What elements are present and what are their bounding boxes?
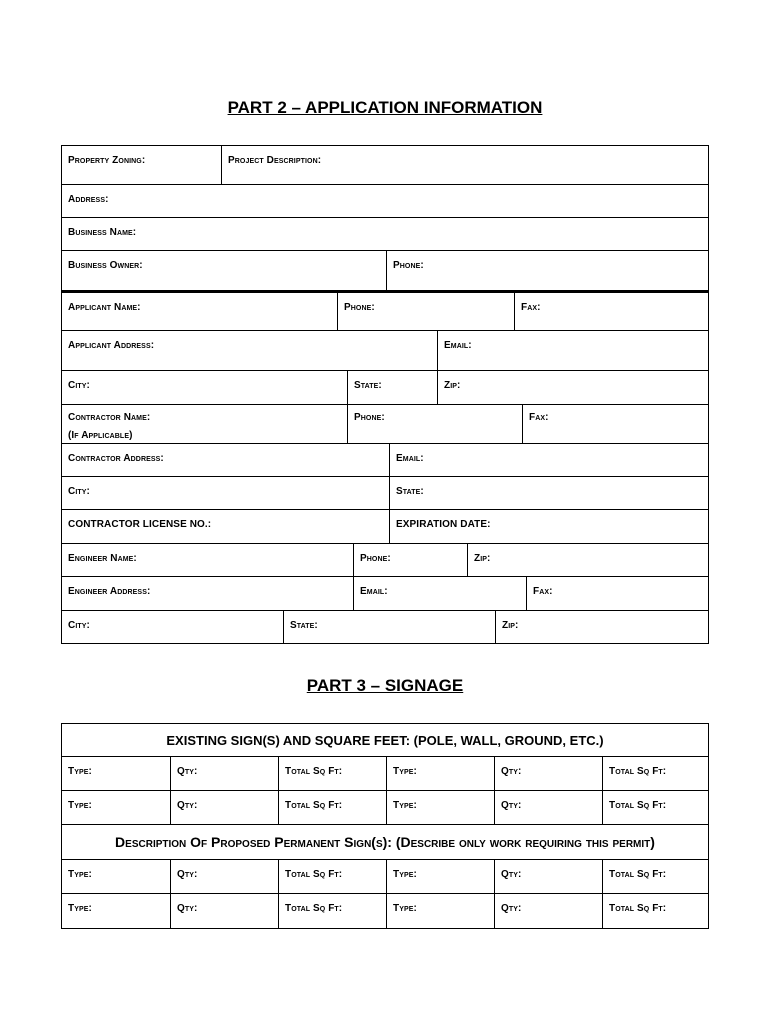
applicant-state-label: State:: [354, 380, 382, 391]
type-field[interactable]: [62, 757, 170, 790]
business-phone-field[interactable]: [386, 251, 708, 290]
address-label: Address:: [68, 194, 109, 205]
type-label: Type:: [393, 903, 417, 914]
applicant-zip-field[interactable]: [437, 371, 708, 404]
total-sqft-label: Total Sq Ft:: [285, 903, 343, 914]
qty-label: Qty:: [501, 869, 522, 880]
engineer-phone-field[interactable]: [353, 544, 467, 576]
type-label: Type:: [68, 766, 92, 777]
applicant-zip-label: Zip:: [444, 380, 461, 391]
type-label: Type:: [68, 869, 92, 880]
type-label: Type:: [68, 800, 92, 811]
engineer-address-label: Engineer Address:: [68, 586, 151, 597]
engineer-name-field[interactable]: [62, 544, 353, 576]
contractor-fax-label: Fax:: [529, 412, 549, 423]
proposed-signs-heading: Description Of Proposed Permanent Sign(s): (Describe only work requiring this permit): [115, 834, 655, 850]
total-sqft-label: Total Sq Ft:: [609, 766, 667, 777]
type-field[interactable]: [62, 791, 170, 824]
contractor-license-label: CONTRACTOR LICENSE NO.:: [68, 519, 212, 530]
proposed-signs-heading-row: [61, 825, 709, 860]
row-contractor-address: [61, 444, 709, 477]
qty-label: Qty:: [501, 800, 522, 811]
total-sqft-label: Total Sq Ft:: [609, 800, 667, 811]
contractor-city-field[interactable]: [62, 477, 389, 509]
type-label: Type:: [393, 766, 417, 777]
engineer-zip2-label: Zip:: [502, 620, 519, 631]
qty-label: Qty:: [177, 766, 198, 777]
engineer-address-field[interactable]: [62, 577, 353, 610]
part2-title-text: PART 2 – APPLICATION INFORMATION: [227, 98, 543, 117]
engineer-fax-field[interactable]: [526, 577, 708, 610]
applicant-city-field[interactable]: [62, 371, 347, 404]
expiration-date-label: EXPIRATION DATE:: [396, 519, 491, 530]
applicant-name-label: Applicant Name:: [68, 302, 141, 313]
contractor-if-applicable-label: (If Applicable): [68, 430, 133, 441]
total-sqft-field[interactable]: [602, 860, 708, 893]
type-field[interactable]: [386, 894, 494, 928]
address-field[interactable]: [62, 185, 708, 217]
engineer-phone-label: Phone:: [360, 553, 391, 564]
type-label: Type:: [393, 869, 417, 880]
qty-field[interactable]: [494, 894, 602, 928]
contractor-address-field[interactable]: [62, 444, 389, 476]
proposed-sign-row: [61, 860, 709, 894]
row-address: [61, 185, 709, 218]
row-contractor-name: [61, 405, 709, 444]
row-applicant-address: [61, 331, 709, 371]
engineer-city-label: City:: [68, 620, 90, 631]
total-sqft-field[interactable]: [602, 894, 708, 928]
applicant-email-field[interactable]: [437, 331, 708, 370]
type-field[interactable]: [62, 860, 170, 893]
business-name-label: Business Name:: [68, 227, 137, 238]
engineer-email-field[interactable]: [353, 577, 526, 610]
contractor-email-label: Email:: [396, 453, 424, 464]
total-sqft-field[interactable]: [278, 894, 386, 928]
engineer-email-label: Email:: [360, 586, 388, 597]
project-description-label: Project Description:: [228, 155, 322, 166]
qty-label: Qty:: [501, 766, 522, 777]
applicant-address-field[interactable]: [62, 331, 437, 370]
contractor-name-label: Contractor Name:: [68, 412, 151, 423]
existing-signs-heading: EXISTING SIGN(S) AND SQUARE FEET: (POLE, WALL, GROUND, ETC.): [166, 732, 604, 748]
applicant-fax-label: Fax:: [521, 302, 541, 313]
applicant-state-field[interactable]: [347, 371, 437, 404]
property-zoning-label: Property Zoning:: [68, 155, 146, 166]
business-owner-label: Business Owner:: [68, 260, 143, 271]
row-applicant-name: [61, 291, 709, 331]
row-engineer-address: [61, 577, 709, 611]
applicant-city-label: City:: [68, 380, 90, 391]
property-zoning-field[interactable]: [62, 146, 221, 184]
contractor-fax-field[interactable]: [522, 405, 708, 443]
existing-signs-heading-row: [61, 723, 709, 757]
contractor-state-label: State:: [396, 486, 424, 497]
total-sqft-field[interactable]: [602, 757, 708, 790]
engineer-zip2-field[interactable]: [495, 611, 708, 643]
qty-field[interactable]: [170, 791, 278, 824]
row-contractor-city: [61, 477, 709, 510]
expiration-date-field[interactable]: [389, 510, 708, 543]
applicant-email-label: Email:: [444, 340, 472, 351]
applicant-name-field[interactable]: [62, 293, 337, 330]
row-engineer-city: [61, 611, 709, 644]
engineer-city-field[interactable]: [62, 611, 283, 643]
total-sqft-field[interactable]: [602, 791, 708, 824]
existing-sign-row: [61, 791, 709, 825]
type-field[interactable]: [386, 757, 494, 790]
total-sqft-label: Total Sq Ft:: [609, 869, 667, 880]
engineer-name-label: Engineer Name:: [68, 553, 137, 564]
contractor-email-field[interactable]: [389, 444, 708, 476]
qty-field[interactable]: [494, 860, 602, 893]
part3-title-text: PART 3 – SIGNAGE: [306, 676, 464, 695]
contractor-city-label: City:: [68, 486, 90, 497]
engineer-zip-field[interactable]: [467, 544, 708, 576]
total-sqft-label: Total Sq Ft:: [609, 903, 667, 914]
row-engineer-name: [61, 544, 709, 577]
total-sqft-label: Total Sq Ft:: [285, 800, 343, 811]
business-phone-label: Phone:: [393, 260, 424, 271]
business-name-field[interactable]: [62, 218, 708, 250]
qty-label: Qty:: [501, 903, 522, 914]
qty-field[interactable]: [170, 860, 278, 893]
row-business-owner: [61, 251, 709, 291]
qty-label: Qty:: [177, 800, 198, 811]
total-sqft-field[interactable]: [278, 860, 386, 893]
engineer-zip-label: Zip:: [474, 553, 491, 564]
applicant-address-label: Applicant Address:: [68, 340, 155, 351]
row-applicant-city: [61, 371, 709, 405]
row-contractor-license: [61, 510, 709, 544]
engineer-fax-label: Fax:: [533, 586, 553, 597]
type-label: Type:: [68, 903, 92, 914]
contractor-license-field[interactable]: [62, 510, 389, 543]
engineer-state-label: State:: [290, 620, 318, 631]
applicant-phone-field[interactable]: [337, 293, 514, 330]
part3-title: [0, 676, 770, 696]
engineer-state-field[interactable]: [283, 611, 495, 643]
total-sqft-field[interactable]: [278, 791, 386, 824]
type-field[interactable]: [386, 860, 494, 893]
contractor-address-label: Contractor Address:: [68, 453, 164, 464]
qty-field[interactable]: [494, 757, 602, 790]
row-business-name: [61, 218, 709, 251]
part2-title: [0, 98, 770, 118]
qty-field[interactable]: [170, 757, 278, 790]
qty-label: Qty:: [177, 869, 198, 880]
type-label: Type:: [393, 800, 417, 811]
qty-field[interactable]: [170, 894, 278, 928]
qty-label: Qty:: [177, 903, 198, 914]
existing-sign-row: [61, 757, 709, 791]
application-info-table: [61, 145, 709, 644]
applicant-fax-field[interactable]: [514, 293, 708, 330]
project-description-field[interactable]: [221, 146, 708, 184]
type-field[interactable]: [62, 894, 170, 928]
qty-field[interactable]: [494, 791, 602, 824]
applicant-phone-label: Phone:: [344, 302, 375, 313]
contractor-name-field[interactable]: [62, 405, 347, 443]
proposed-sign-row: [61, 894, 709, 929]
signage-table: [61, 723, 709, 929]
contractor-phone-label: Phone:: [354, 412, 385, 423]
type-field[interactable]: [386, 791, 494, 824]
contractor-phone-field[interactable]: [347, 405, 522, 443]
contractor-state-field[interactable]: [389, 477, 708, 509]
row-zoning-description: [61, 145, 709, 185]
total-sqft-label: Total Sq Ft:: [285, 766, 343, 777]
total-sqft-field[interactable]: [278, 757, 386, 790]
business-owner-field[interactable]: [62, 251, 386, 290]
total-sqft-label: Total Sq Ft:: [285, 869, 343, 880]
